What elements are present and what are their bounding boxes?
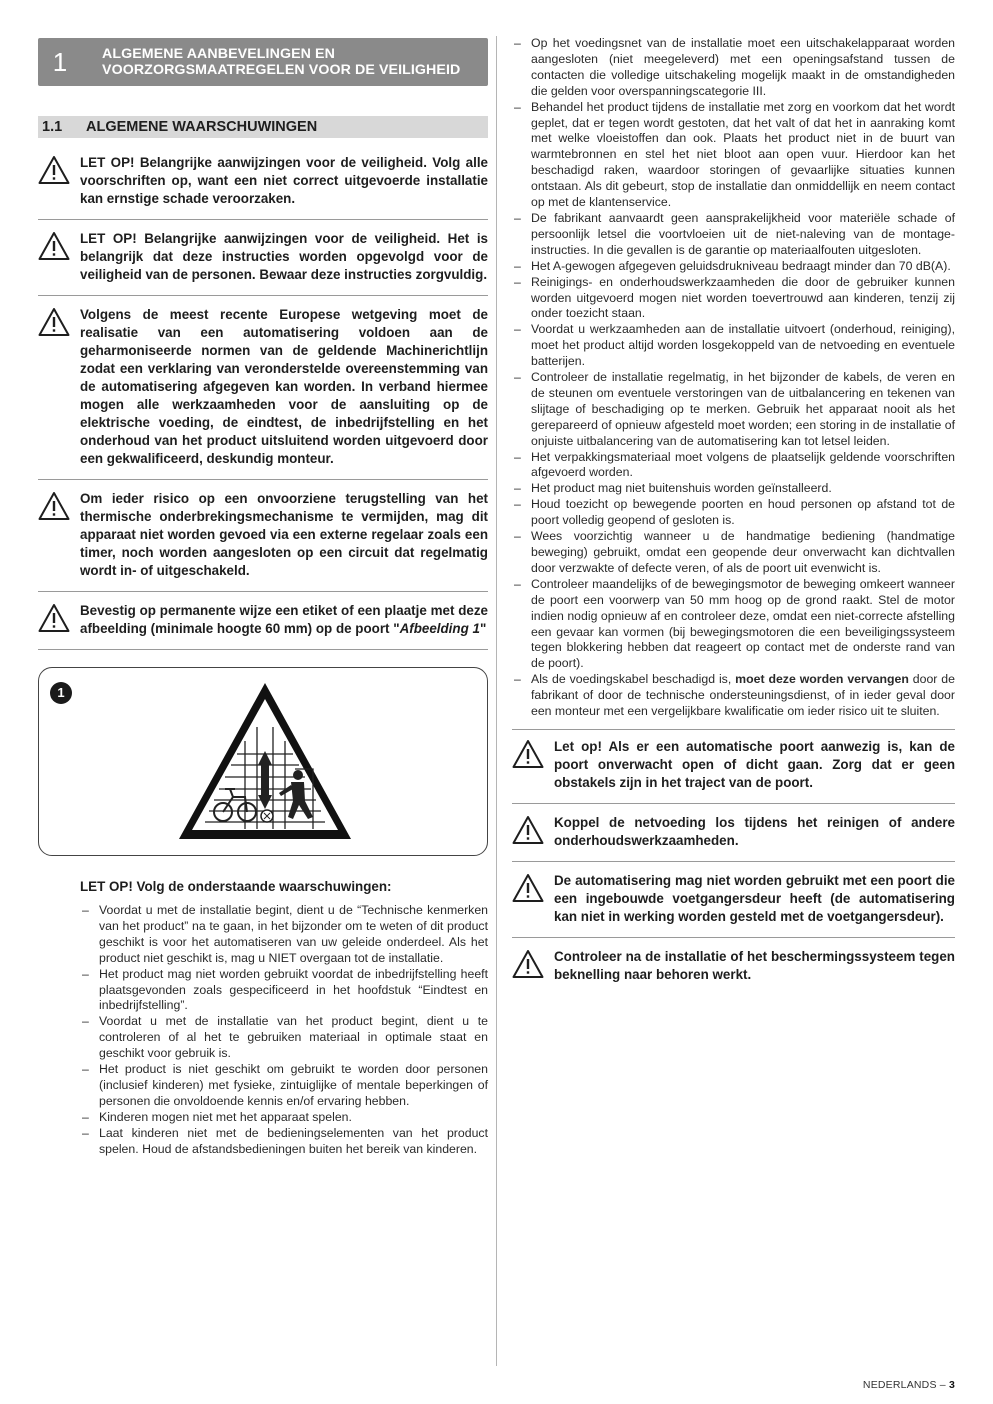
warning-block <box>38 154 488 220</box>
chapter-title-line2: VOORZORGSMAATREGELEN VOOR DE VEILIGHEID <box>102 62 461 78</box>
footer-language: NEDERLANDS – <box>862 1379 949 1391</box>
list-item-text: Houd toezicht op bewegende poorten en houd personen op afstand tot de poort volledig geopend of gesloten is. <box>531 497 955 528</box>
dash-bullet: – <box>514 210 521 225</box>
warning-triangle-icon <box>512 814 554 850</box>
column-divider <box>496 36 497 1366</box>
warning-text: LET OP! Belangrijke aanwijzingen voor de veiligheid. Volg alle voorschriften op, want een niet correct uitgevoerde installatie kan ernstige schade veroorzaken. <box>80 155 488 206</box>
list-item <box>512 481 955 497</box>
list-item-text: Behandel het product tijdens de installatie met zorg en voorkom dat het wordt geplet, dat er tegen wordt gestoten, dat het valt of dat het in aanraking komt met welke vloeistoffen dan ook. Plaats het product niet in de buurt van warmtebronnen en stel het niet bloot aan open vuur. Hierdoor kan het beschadigd raken, waardoor storingen of gevaarlijke situaties kunnen ontstaan. Als dit gebeurt, stop de installatie dan onmiddellijk en neem contact op met de klantenservice. <box>531 99 955 210</box>
figure-reference: Afbeelding 1 <box>399 621 480 636</box>
warning-triangle-icon <box>512 872 554 926</box>
child-gate-warning-illustration-icon <box>175 679 355 844</box>
warning-block <box>512 729 955 804</box>
figure-number-badge: 1 <box>50 682 72 704</box>
warning-block <box>38 490 488 592</box>
figure-1-box <box>38 667 488 856</box>
warning-text: Om ieder risico op een onvoorziene terugstelling van het thermische onderbrekingsmechanisme te vermijden, mag dit apparaat niet worden gevoed via een externe regelaar zoals een timer, noch worden aangesloten op een circuit dat regelmatig wordt in- of uitgeschakeld. <box>80 491 488 578</box>
list-item-text: Voordat u werkzaamheden aan de installatie uitvoert (onderhoud, reiniging), moet het product altijd worden losgekoppeld van de netvoeding en eventuele batterijen. <box>531 322 955 369</box>
warning-block <box>38 230 488 296</box>
section-title: ALGEMENE WAARSCHUWINGEN <box>86 119 318 135</box>
list-item <box>512 672 955 720</box>
dash-bullet: – <box>82 903 89 917</box>
list-item-text: Controleer de installatie regelmatig, in het bijzonder de kabels, de veren en de steunen om eventuele verstoringen van de uitbalancering en tekenen van slijtage of beschadiging op te merken. Gebruik het apparaat nooit als het gerepareerd of opnieuw afgesteld moet worden; een storing in de installatie of onjuiste uitbalancering van de automatisering kan tot letsel leiden. <box>531 370 955 448</box>
warning-text: Volgens de meest recente Europese wetgeving moet de realisatie van een automatisering voldoen aan de geharmoniseerde normen van de geldende Machinerichtlijn zodat een verklaring van veronderstelde overeenstemming van de automatisering afgegeven kan worden. In verband hiermee mogen alle werkzaamheden voor de aansluiting op de elektrische voeding, de eindtest, de inbedrijfstelling en het onderhoud van het product uitsluitend worden uitgevoerd door een gekwalificeerd, deskundig monteur. <box>80 307 488 466</box>
dash-bullet: – <box>82 1125 89 1140</box>
list-item <box>80 1062 488 1110</box>
warning-text <box>80 602 488 638</box>
list-item <box>80 967 488 1015</box>
list-item-text: De fabrikant aanvaardt geen aansprakelijkheid voor materiële schade of persoonlijk letsel die voortvloeien uit de niet-naleving van de montage-instructies. In die gevallen is de garantie op materiaalfouten uitgesloten. <box>531 210 955 257</box>
list-item-text: Het A-gewogen afgegeven geluidsdrukniveau bedraagt minder dan 70 dB(A). <box>531 258 951 273</box>
warning-block <box>38 602 488 650</box>
list-item <box>80 1110 488 1126</box>
dash-bullet: – <box>514 576 521 591</box>
chapter-header <box>38 38 488 86</box>
list-item-text: Reinigings- en onderhoudswerkzaamheden die door de gebruiker kunnen worden uitgevoerd mogen niet worden toevertrouwd aan kinderen, tenzij zij onder toezicht staan. <box>531 274 955 321</box>
warning-block <box>512 948 955 995</box>
list-item-text: Het verpakkingsmateriaal moet volgens de plaatselijk geldende voorschriften afgevoerd worden. <box>531 449 955 480</box>
list-item <box>512 577 955 672</box>
notice-heading: LET OP! Volg de onderstaande waarschuwingen: <box>80 879 392 894</box>
dash-bullet: – <box>82 1109 89 1124</box>
dash-bullet: – <box>514 322 521 337</box>
warning-text: Koppel de netvoeding los tijdens het reinigen of andere onderhoudswerkzaamheden. <box>554 814 955 848</box>
list-item-text: door de fabrikant of door de technische ondersteuningsdienst, of in ieder geval door een monteur met een vergelijkbare kwalificatie om ieder risico uit te sluiten. <box>531 672 955 719</box>
list-item <box>512 322 955 370</box>
warning-triangle-icon <box>512 738 554 792</box>
list-item <box>512 450 955 482</box>
warning-triangle-icon <box>38 230 80 284</box>
dash-bullet: – <box>514 449 521 464</box>
warning-text: De automatisering mag niet worden gebruikt met een poort die een ingebouwde voetgangersdeur heeft (de automatisering kan niet in werking worden gesteld met de voetgangersdeur). <box>554 872 955 924</box>
warning-triangle-icon <box>38 602 80 638</box>
chapter-title <box>82 46 460 78</box>
dash-bullet: – <box>514 258 521 273</box>
list-item <box>512 36 955 100</box>
list-item <box>80 903 488 967</box>
list-item-text: Voordat u met de installatie van het product begint, dient u te controleren of al het te gebruiken materiaal in optimale staat en geschikt voor gebruik is. <box>99 1014 488 1061</box>
list-item-text: Wees voorzichtig wanneer u de handmatige bediening (handmatige beweging) gebruikt, omdat een geopende deur onverwacht kan dichtvallen door verzwakte of defecte veren, of als de poort uit evenwicht is. <box>531 529 955 575</box>
label-warning-end: " <box>479 621 487 636</box>
list-item <box>512 259 955 275</box>
label-warning-text: Bevestig op permanente wijze een etiket of een plaatje met deze afbeelding (minimale hoogte 60 mm) op de poort " <box>80 603 488 636</box>
list-item-bold-text: moet deze worden vervangen <box>735 672 909 687</box>
dash-bullet: – <box>514 99 521 114</box>
list-item <box>80 1014 488 1062</box>
list-item-text: Als de voedingskabel beschadigd is, <box>531 672 736 687</box>
warning-text: Controleer na de installatie of het beschermingssysteem tegen beknelling naar behoren werkt. <box>554 948 955 982</box>
section-header <box>38 116 488 138</box>
list-item <box>512 100 955 211</box>
dash-bullet: – <box>514 274 521 289</box>
list-item <box>80 1126 488 1158</box>
list-item-text: Kinderen mogen niet met het apparaat spelen. <box>99 1109 352 1124</box>
list-item <box>512 211 955 259</box>
list-item-text: Controleer maandelijks of de bewegingsmotor de beweging omkeert wanneer de poort een voorwerp van 50 mm hoog op de grond raakt. Stel de motor indien nodig opnieuw af en controleer deze, omdat een niet-correcte afstelling een gevaar kan vormen (bij bewegingsmotoren die een beveiligingssysteem tegen blokkering hebben dat reageert op contact met de onderste rand van de poort). <box>531 576 955 671</box>
left-bullet-list <box>80 903 488 1158</box>
list-item <box>512 529 955 577</box>
right-column <box>512 36 955 995</box>
dash-bullet: – <box>514 497 521 512</box>
warning-block <box>512 814 955 862</box>
list-item-text: Laat kinderen niet met de bedieningselementen van het product spelen. Houd de afstandsbedieningen buiten het bereik van kinderen. <box>99 1125 488 1156</box>
dash-bullet: – <box>82 966 89 981</box>
dash-bullet: – <box>514 36 521 50</box>
page-footer <box>863 1379 955 1391</box>
list-item-text: Het product mag niet worden gebruikt voordat de inbedrijfstelling heeft plaatsgevonden zoals gespecificeerd in het hoofdstuk “Eindtest en inbedrijfstelling”. <box>99 966 488 1013</box>
dash-bullet: – <box>82 1014 89 1029</box>
dash-bullet: – <box>514 672 521 687</box>
warning-block <box>512 872 955 938</box>
list-item-text: Het product is niet geschikt om gebruikt te worden door personen (inclusief kinderen) met fysieke, zintuiglijke of mentale beperkingen of personen die onvoldoende kennis en/of ervaring hebben. <box>99 1062 488 1108</box>
right-bullet-list <box>512 36 955 720</box>
chapter-title-line1: ALGEMENE AANBEVELINGEN EN <box>102 46 335 62</box>
list-item-text: Op het voedingsnet van de installatie moet een uitschakelapparaat worden aangesloten (niet meegeleverd) met een openingsafstand tussen de contacten die volledige uitschakeling mogelijk maakt in de omstandigheden die gelden voor overspanningscategorie III. <box>531 36 955 98</box>
warning-text: LET OP! Belangrijke aanwijzingen voor de veiligheid. Het is belangrijk dat deze instructies worden opgevolgd voor de veiligheid van de personen. Bewaar deze instructies zorgvuldig. <box>80 231 488 282</box>
list-item <box>512 275 955 323</box>
warning-triangle-icon <box>38 154 80 208</box>
dash-bullet: – <box>514 370 521 385</box>
page-number: 3 <box>948 1379 955 1391</box>
warning-triangle-icon <box>512 948 554 984</box>
left-column <box>38 38 488 1158</box>
list-item <box>512 497 955 529</box>
warning-triangle-icon <box>38 306 80 468</box>
list-item-text: Voordat u met de installatie begint, dient u de “Technische kenmerken van het product” na te gaan, in het bijzonder om te weten of dit product geschikt is voor het automatiseren van uw geleide onderdeel. Als het product niet geschikt is, mag u NIET overgaan tot de installatie. <box>99 903 488 965</box>
dash-bullet: – <box>514 529 521 544</box>
list-item <box>512 370 955 450</box>
dash-bullet: – <box>514 481 521 496</box>
list-item-text: Het product mag niet buitenshuis worden geïnstalleerd. <box>531 481 832 496</box>
chapter-number: 1 <box>52 46 68 77</box>
dash-bullet: – <box>82 1062 89 1077</box>
warning-block <box>38 306 488 480</box>
warning-text: Let op! Als er een automatische poort aanwezig is, kan de poort onverwacht open of dicht gaan. Zorg dat er geen obstakels zijn in het traject van de poort. <box>554 738 955 790</box>
warning-triangle-icon <box>38 490 80 580</box>
section-number: 1.1 <box>42 119 63 135</box>
